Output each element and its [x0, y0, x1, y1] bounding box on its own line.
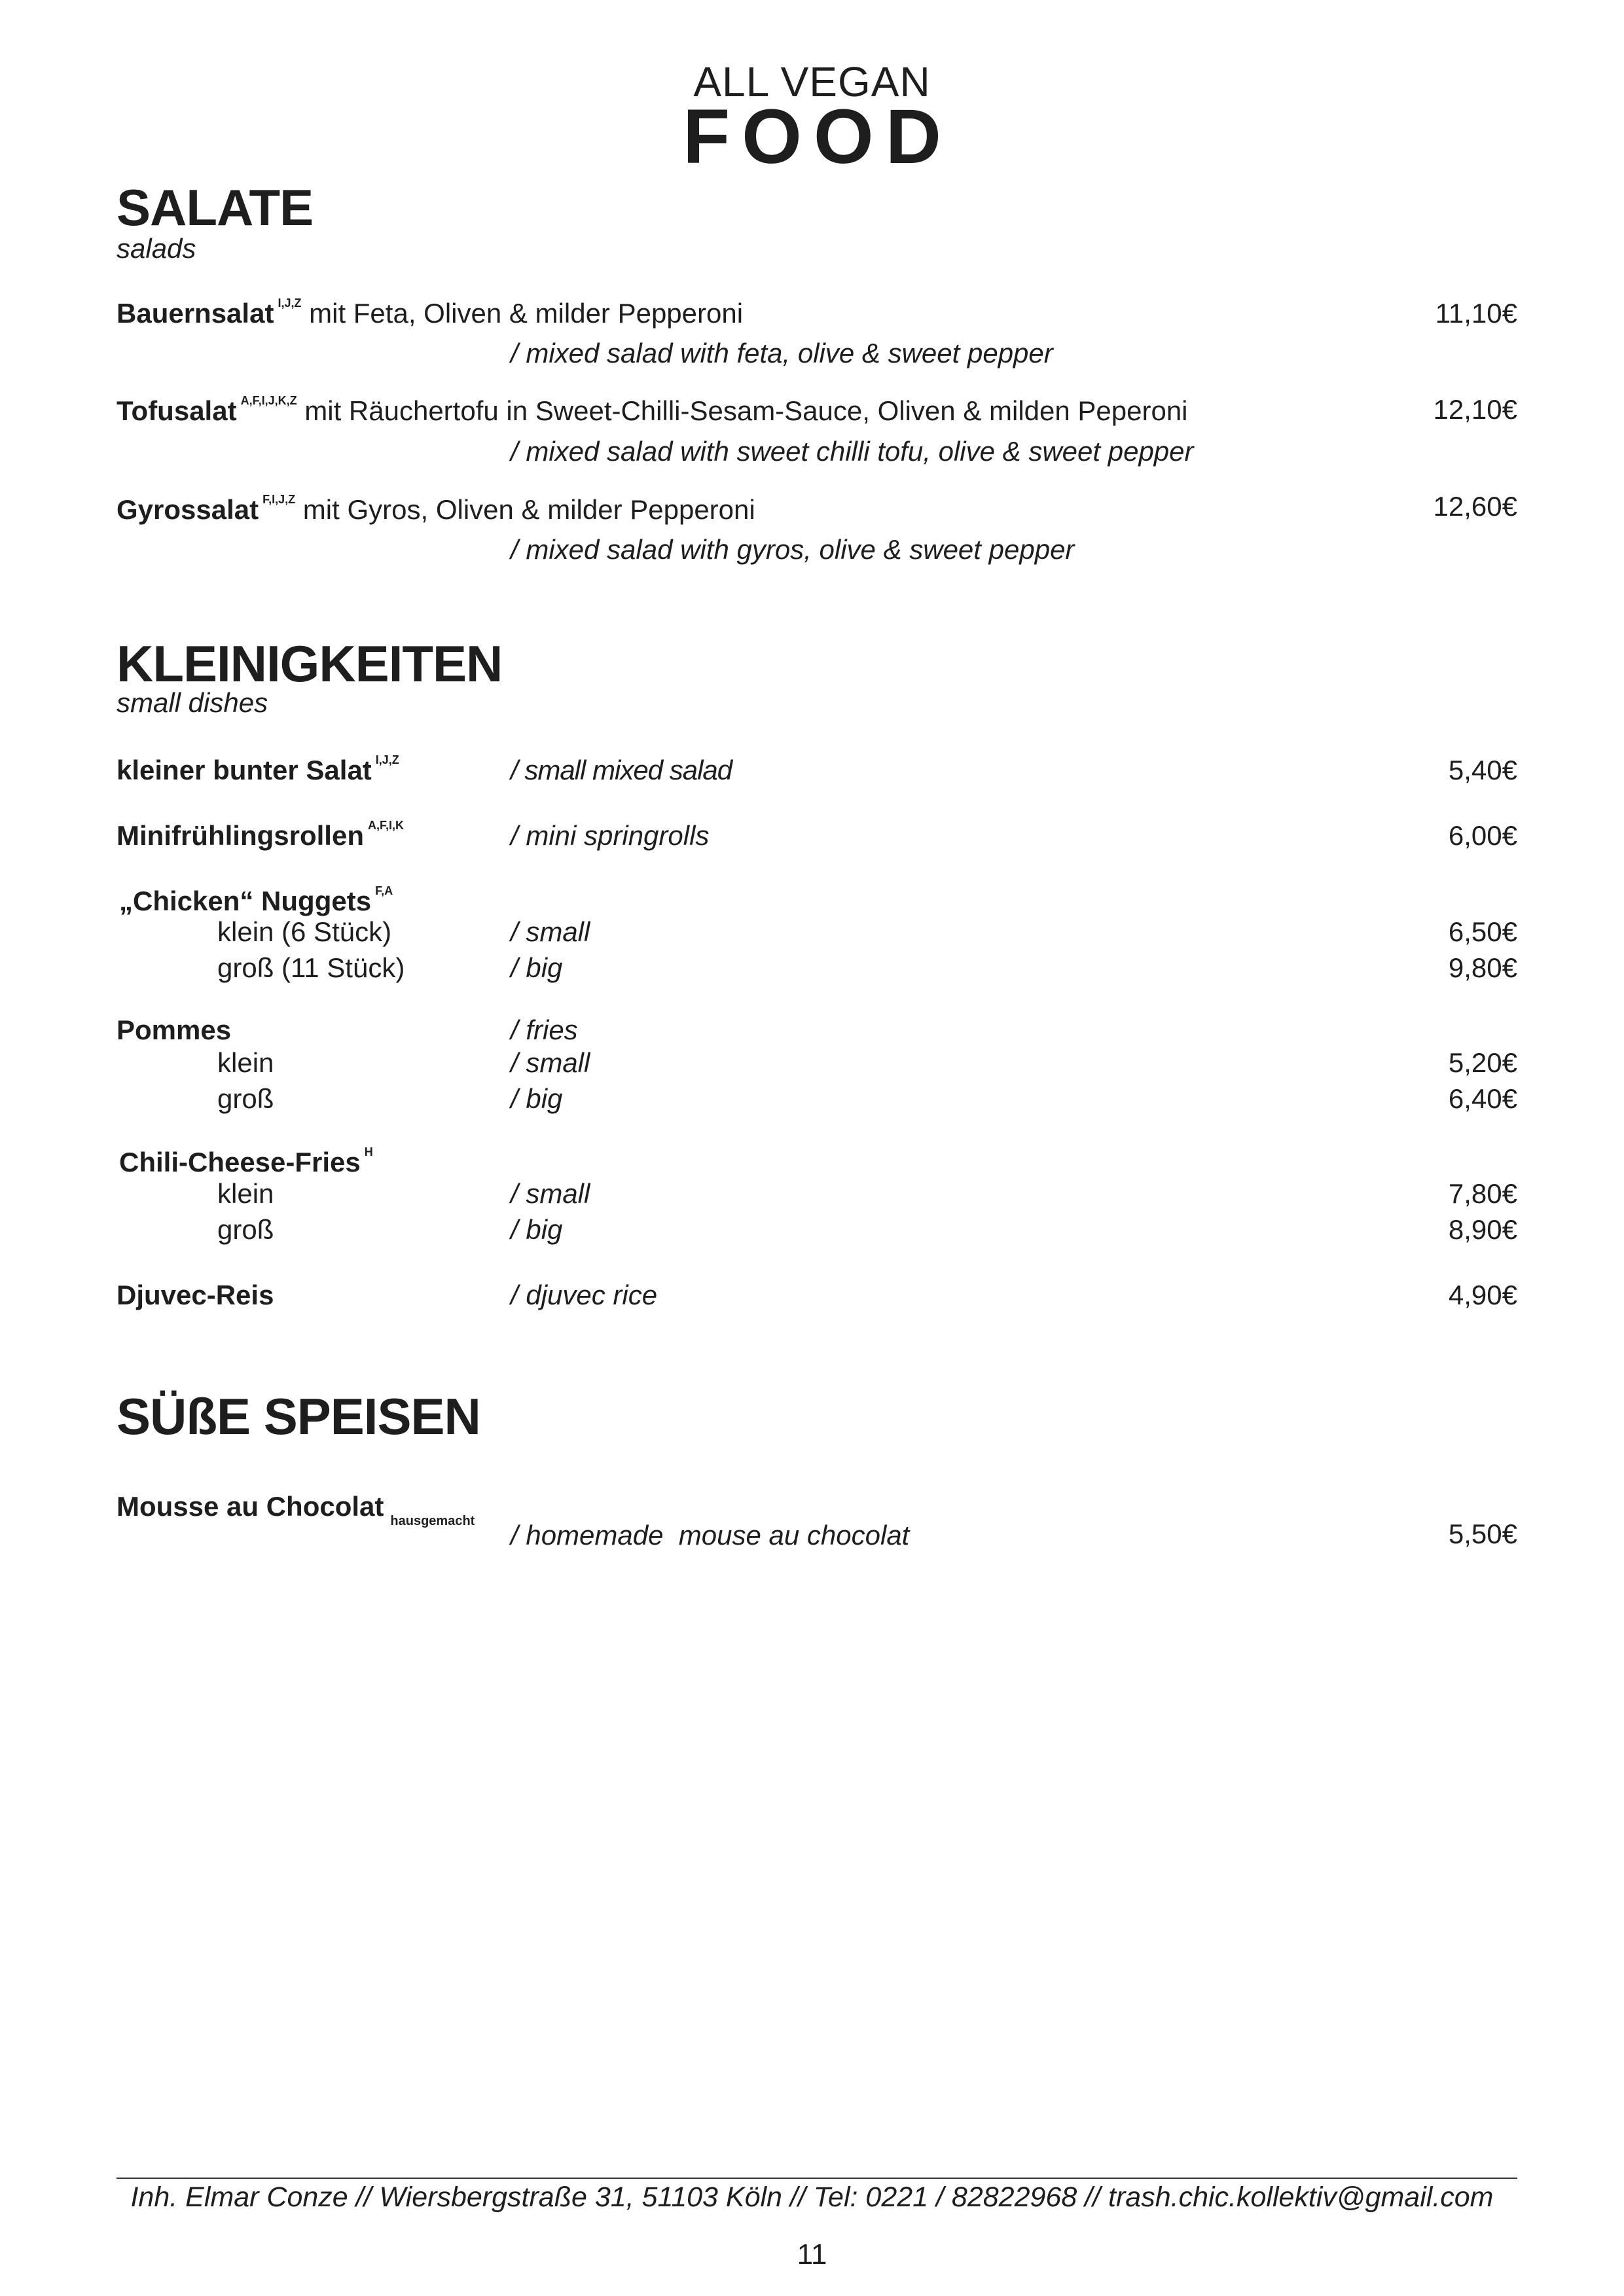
menu-item-price: 11,10€ — [1435, 298, 1517, 329]
menu-item-price: 6,40€ — [1448, 1083, 1517, 1114]
section-subtitle-kleinigkeiten: small dishes — [117, 687, 268, 718]
menu-item-gyrossalat: Gyrossalat $^{F,I,J,Z}$ mit Gyros, Oliven & milder Pepperoni — [117, 493, 755, 525]
menu-item-translation: / big — [511, 952, 563, 983]
menu-item-translation: / small — [511, 1047, 590, 1078]
section-title-salate: SALATE — [117, 179, 314, 236]
menu-item-translation: / small — [511, 1178, 590, 1209]
menu-item-translation: / small mixed salad — [511, 755, 732, 785]
menu-item-price: 9,80€ — [1448, 952, 1517, 983]
menu-item-translation: / mini springrolls — [511, 820, 710, 851]
menu-item-price: 4,90€ — [1448, 1280, 1517, 1310]
size-label: groß — [217, 1083, 274, 1114]
size-label: klein — [217, 1178, 274, 1209]
footer-divider — [117, 2178, 1517, 2179]
menu-item-price: 12,10€ — [1433, 394, 1517, 425]
section-subtitle-salate: salads — [117, 233, 196, 264]
menu-item-price: 7,80€ — [1448, 1178, 1517, 1209]
menu-item-price: 12,60€ — [1433, 491, 1517, 522]
menu-item-kleiner-salat: kleiner bunter Salat $^{I,J,Z}$ — [117, 753, 399, 785]
menu-item-translation: / djuvec rice — [511, 1280, 658, 1310]
menu-item-price: 5,40€ — [1448, 755, 1517, 785]
menu-item-chili-cheese-fries: Chili-Cheese-Fries $^H$ — [119, 1145, 373, 1177]
header-line1: ALL VEGAN — [693, 58, 931, 105]
menu-item-price: 5,20€ — [1448, 1047, 1517, 1078]
menu-item-translation: / fries — [511, 1014, 578, 1045]
menu-item-translation: / homemade mouse au chocolat — [511, 1520, 910, 1551]
menu-item-price: 6,00€ — [1448, 820, 1517, 851]
menu-item-tofusalat: Tofusalat $^{A,F,I,J,K,Z}$ mit Räuchertofu in Sweet-Chilli-Sesam-Sauce, Oliven & milden Peperoni — [117, 394, 1188, 426]
menu-item-pommes: Pommes — [117, 1014, 232, 1045]
size-label: groß (11 Stück) — [217, 952, 405, 983]
footer-address: Inh. Elmar Conze // Wiersbergstraße 31, 51103 Köln // Tel: 0221 / 82822968 // trash.chic.kollektiv@gmail.com — [130, 2181, 1494, 2213]
size-label: klein (6 Stück) — [217, 916, 392, 947]
menu-item-price: 6,50€ — [1448, 916, 1517, 947]
section-title-suesse-speisen: SÜßE SPEISEN — [117, 1388, 480, 1445]
menu-item-translation: / small — [511, 916, 590, 947]
menu-item-translation: / mixed salad with gyros, olive & sweet pepper — [511, 534, 1075, 565]
menu-item-translation: / mixed salad with feta, olive & sweet pepper — [511, 338, 1053, 368]
menu-item-mousse-au-chocolat: Mousse au Chocolat $_{hausgemacht}$ — [117, 1491, 475, 1528]
menu-item-translation: / big — [511, 1214, 563, 1245]
menu-item-bauernsalat: Bauernsalat $^{I,J,Z}$ mit Feta, Oliven & milder Pepperoni — [117, 296, 744, 329]
section-title-kleinigkeiten: KLEINIGKEITEN — [117, 635, 503, 692]
menu-item-minifruehlingsrollen: Minifrühlingsrollen $^{A,F,I,K}$ — [117, 819, 404, 851]
menu-item-translation: / big — [511, 1083, 563, 1114]
menu-item-price: 8,90€ — [1448, 1214, 1517, 1245]
menu-item-djuvec-reis: Djuvec-Reis — [117, 1280, 274, 1310]
page-number: 11 — [797, 2238, 827, 2270]
header-title: FOOD — [683, 94, 953, 180]
menu-item-chicken-nuggets: „Chicken“ Nuggets $^{F,A}$ — [119, 884, 393, 916]
menu-item-price: 5,50€ — [1448, 1518, 1517, 1549]
menu-item-translation: / mixed salad with sweet chilli tofu, olive & sweet pepper — [511, 436, 1194, 467]
size-label: klein — [217, 1047, 274, 1078]
size-label: groß — [217, 1214, 274, 1245]
